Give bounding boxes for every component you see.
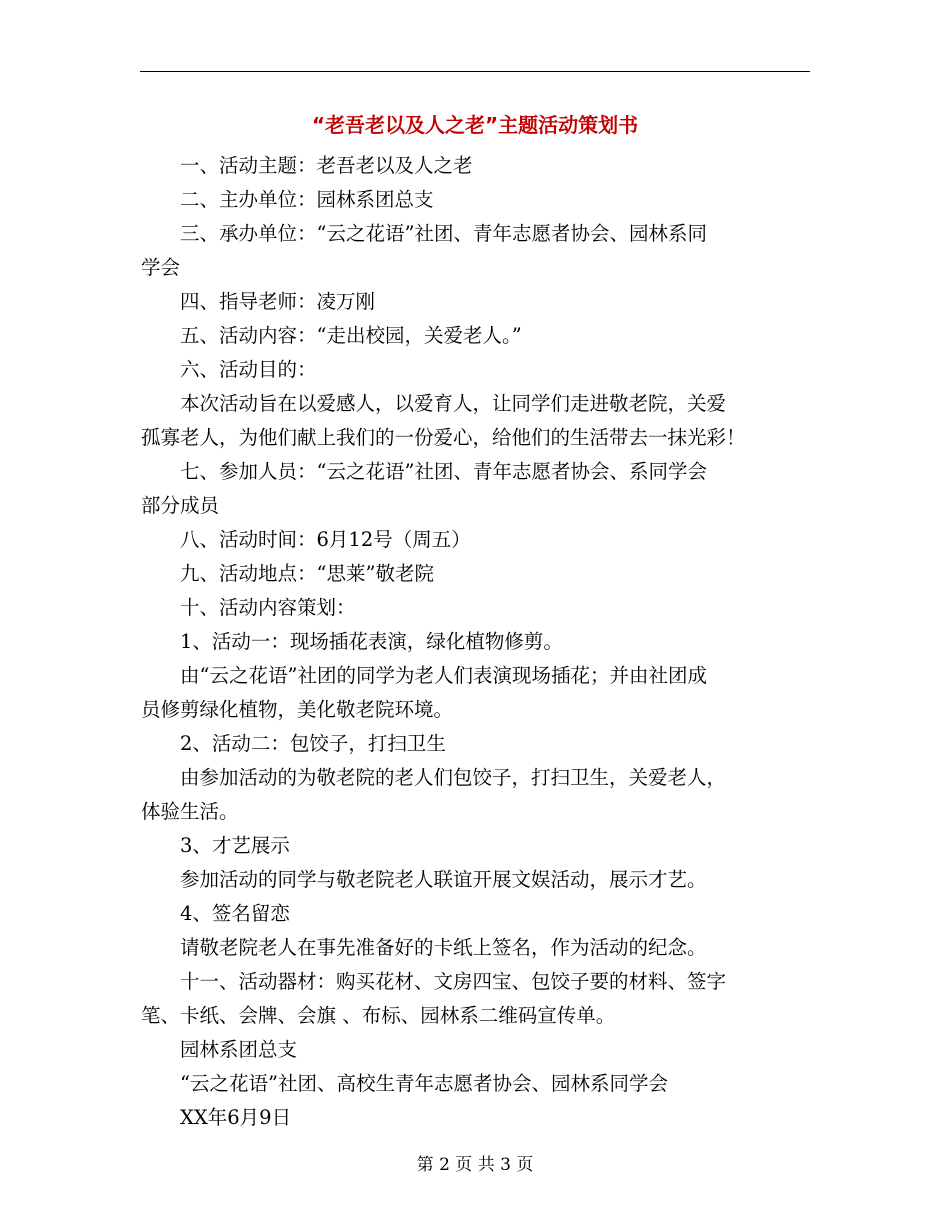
paragraph-line: 十一、活动器材：购买花材、文房四宝、包饺子要的材料、签字 xyxy=(180,970,727,993)
paragraph-continuation-line: 员修剪绿化植物，美化敬老院环境。 xyxy=(141,698,454,721)
paragraph-line: 六、活动目的： xyxy=(180,358,317,381)
paragraph-line: 本次活动旨在以爱感人，以爱育人，让同学们走进敬老院，关爱 xyxy=(180,392,727,415)
paragraph-continuation-line: 体验生活。 xyxy=(141,800,239,823)
paragraph-continuation-line: 孤寡老人，为他们献上我们的一份爱心，给他们的生活带去一抹光彩！ xyxy=(141,426,746,449)
paragraph-continuation-line: 部分成员 xyxy=(141,494,220,517)
paragraph-line: 二、主办单位：园林系团总支 xyxy=(180,188,434,211)
paragraph-line: 4、签名留恋 xyxy=(180,902,290,925)
header-rule xyxy=(140,71,810,72)
paragraph-line: 三、承办单位：“云之花语”社团、青年志愿者协会、园林系同 xyxy=(180,222,707,245)
paragraph-line: “云之花语”社团、高校生青年志愿者协会、园林系同学会 xyxy=(180,1072,668,1095)
paragraph-line: 八、活动时间：6月12号（周五） xyxy=(180,528,471,551)
paragraph-line: 四、指导老师：凌万刚 xyxy=(180,290,376,313)
paragraph-line: 请敬老院老人在事先准备好的卡纸上签名，作为活动的纪念。 xyxy=(180,936,707,959)
paragraph-line: 五、活动内容：“走出校园，关爱老人。” xyxy=(180,324,522,347)
paragraph-line: 2、活动二：包饺子，打扫卫生 xyxy=(180,732,446,755)
page-number-footer: 第 2 页 共 3 页 xyxy=(416,1155,534,1175)
paragraph-line: 九、活动地点：“思莱”敬老院 xyxy=(180,562,434,585)
paragraph-line: 3、才艺展示 xyxy=(180,834,290,857)
paragraph-line: 1、活动一：现场插花表演，绿化植物修剪。 xyxy=(180,630,563,653)
document-body xyxy=(141,149,801,1135)
paragraph-line: 园林系团总支 xyxy=(180,1038,298,1061)
paragraph-continuation-line: 学会 xyxy=(141,256,181,279)
document-title: “老吾老以及人之老”主题活动策划书 xyxy=(311,113,639,137)
paragraph-line: 一、活动主题：老吾老以及人之老 xyxy=(180,154,473,177)
paragraph-line: XX年6月9日 xyxy=(180,1106,292,1129)
paragraph-line: 参加活动的同学与敬老院老人联谊开展文娱活动，展示才艺。 xyxy=(180,868,707,891)
paragraph-line: 十、活动内容策划： xyxy=(180,596,356,619)
paragraph-line: 七、参加人员：“云之花语”社团、青年志愿者协会、系同学会 xyxy=(180,460,707,483)
paragraph-line: 由参加活动的为敬老院的老人们包饺子，打扫卫生，关爱老人， xyxy=(180,766,727,789)
paragraph-line: 由“云之花语”社团的同学为老人们表演现场插花；并由社团成 xyxy=(180,664,707,687)
paragraph-continuation-line: 笔、卡纸、会牌、会旗 、布标、园林系二维码宣传单。 xyxy=(141,1004,616,1027)
